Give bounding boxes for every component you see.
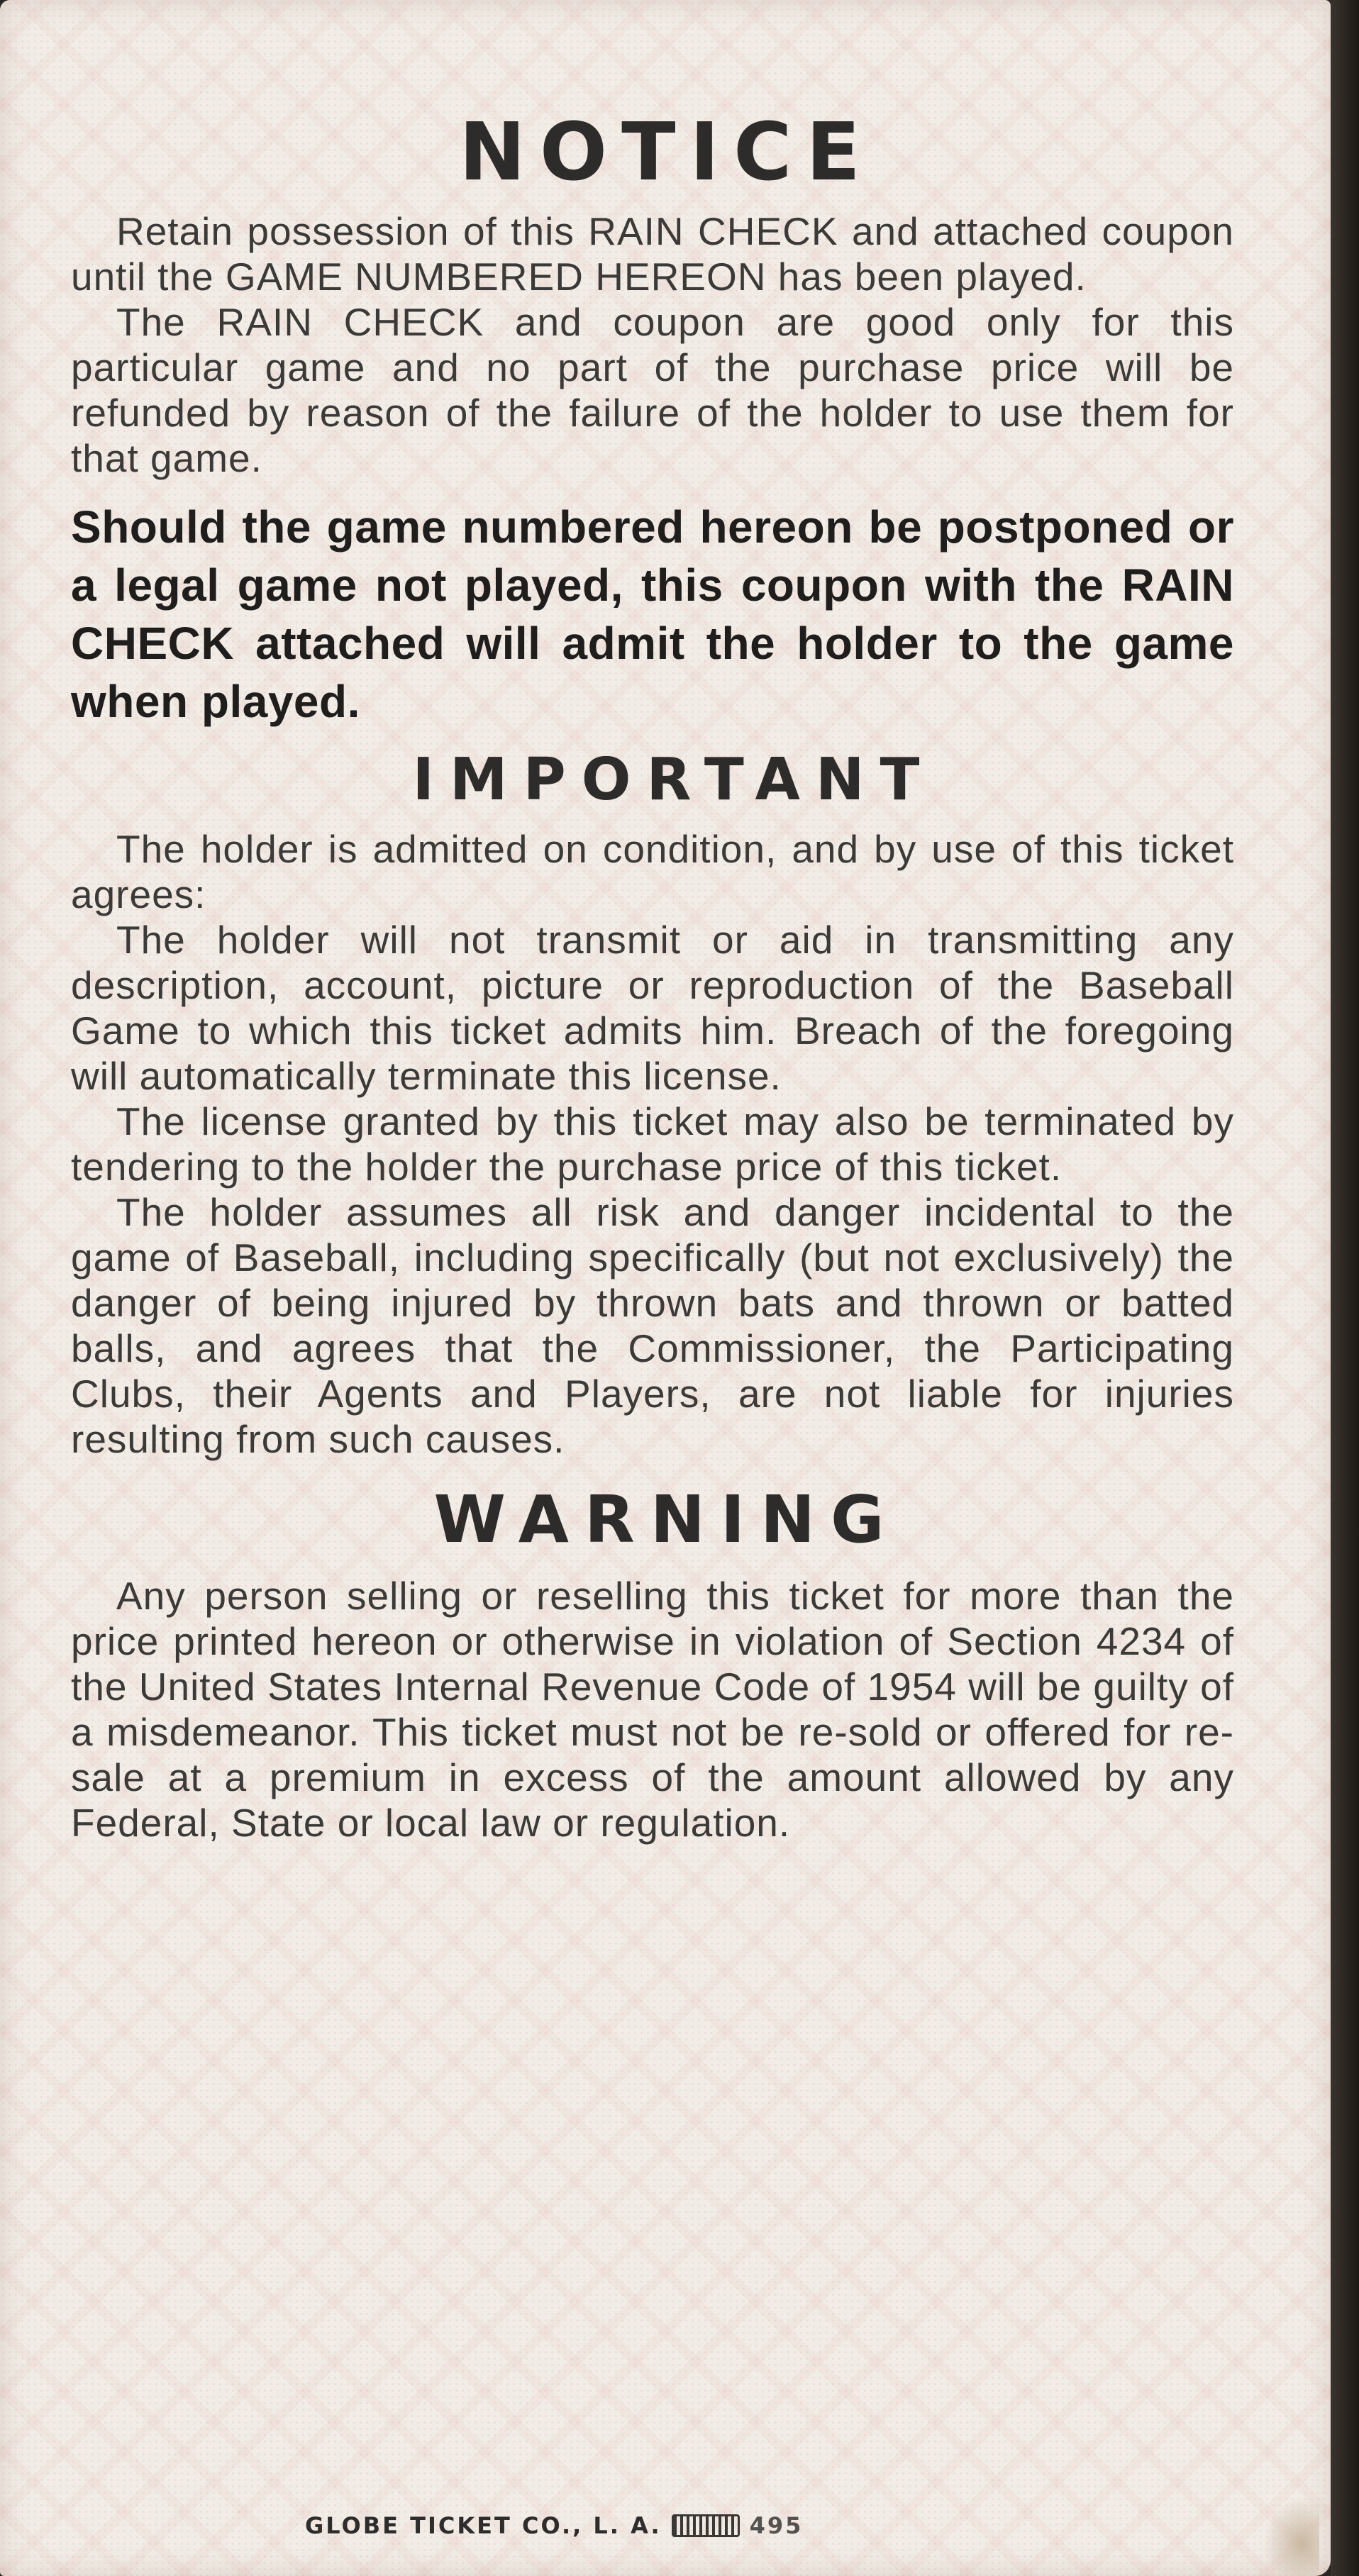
postponement-statement: Should the game numbered hereon be postponed or a legal game not played, this coupon with the RAIN CHECK attached will admit the holder to the game when played. [71,501,1234,727]
form-number: 495 [749,2512,804,2539]
important-paragraph-1: The holder is admitted on condition, and by use of this ticket agrees: [71,827,1234,916]
important-paragraph-4: The holder assumes all risk and danger incidental to the game of Baseball, including specifically (but not exclusively) the danger of being injured by thrown bats and thrown or batted balls, and agrees that the Commissioner, the Participating Clubs, their Agents and Players, are not liable for injuries resulting from such causes. [71,1190,1234,1461]
background-edge [1331,0,1359,2576]
union-label-icon [672,2514,740,2537]
worn-corner [1263,2497,1319,2576]
warning-heading: WARNING [433,1482,900,1558]
important-paragraph-2: The holder will not transmit or aid in transmitting any description, account, picture or reproduction of the Baseball Game to which this ticket admits him. Breach of the foregoing will automatically terminate this license. [71,918,1234,1098]
warning-paragraph: Any person selling or reselling this ticket for more than the price printed hereon or otherwise in violation of Section 4234 of the United States Internal Revenue Code of 1954 will be guilty of a misdemeanor. This ticket must not be re-sold or offered for re-sale at a premium in excess of the amount allowed by any Federal, State or local law or regulation. [71,1574,1234,1845]
notice-paragraph-1: Retain possession of this RAIN CHECK and attached coupon until the GAME NUMBERED HEREON has been played. [71,209,1234,299]
printer-name: GLOBE TICKET CO., L. A. [305,2512,662,2539]
ticket-text [71,106,1234,1845]
important-heading: IMPORTANT [412,746,936,814]
printer-imprint [305,2512,803,2539]
notice-paragraph-2: The RAIN CHECK and coupon are good only for this particular game and no part of the purchase price will be refunded by reason of the failure of the holder to use them for that game. [71,300,1234,480]
important-paragraph-3: The license granted by this ticket may also be terminated by tendering to the holder the purchase price of this ticket. [71,1099,1234,1189]
notice-heading: NOTICE [459,106,875,199]
